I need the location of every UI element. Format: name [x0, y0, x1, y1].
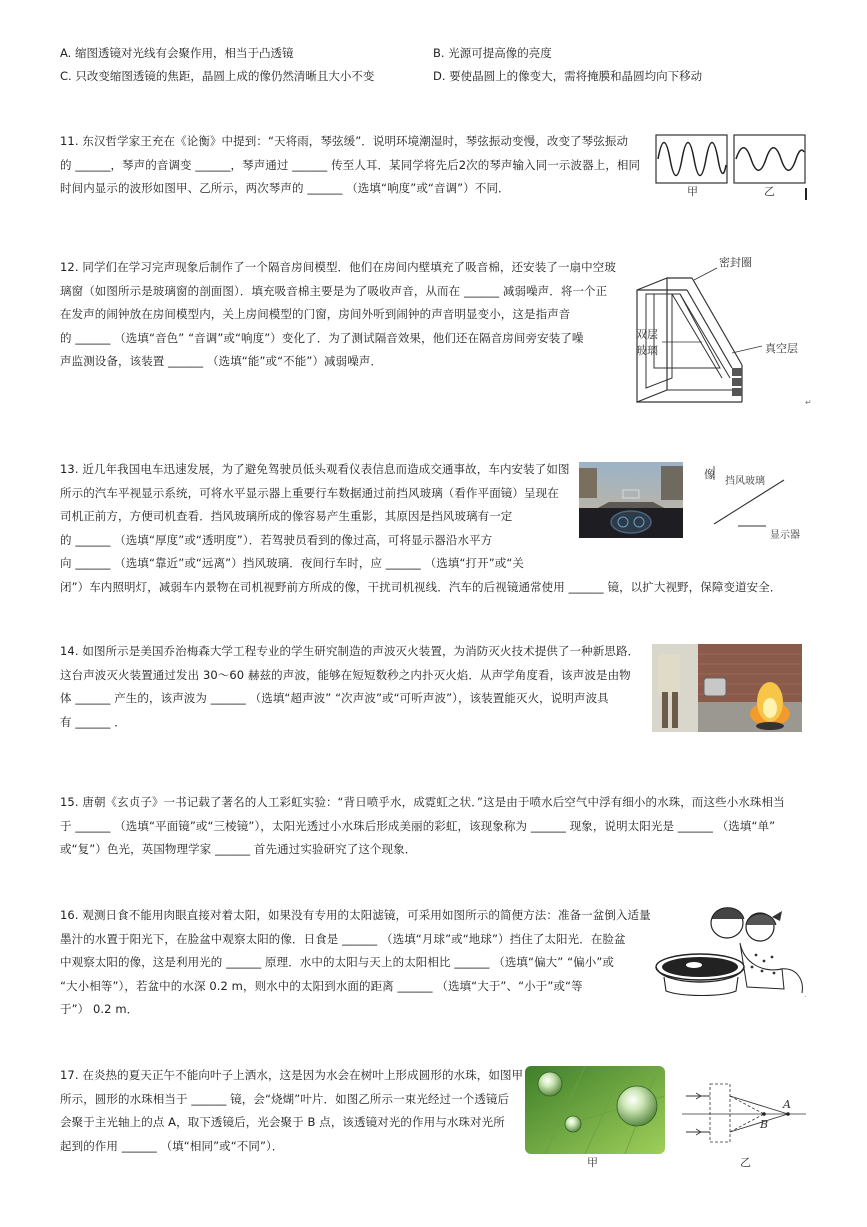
label-glass: 玻璃 — [636, 344, 658, 357]
q16-line: 墨汁的水置于阳光下，在脸盆中观察太阳的像．日食是 ______ （选填“月球”或“地球”）挡住了太阳光．在脸盆 — [60, 931, 626, 946]
q14-line: 有 ______ ． — [60, 714, 126, 729]
option-a: A. 缩图透镜对光线有会聚作用，相当于凸透镜 — [60, 46, 294, 60]
q17-line: 会聚于主光轴上的点 A，取下透镜后，光会聚于 B 点，该透镜对光的作用与水珠对光所 — [60, 1115, 505, 1129]
question-17 — [60, 1064, 530, 1158]
svg-text:↵: ↵ — [805, 398, 812, 407]
seal-block — [732, 388, 742, 396]
question-12 — [60, 256, 635, 374]
question-15 — [60, 791, 860, 862]
q11-line: 时间内显示的波形如图甲、乙所示，两次琴声的 ______ （选填“响度”或“音调”）不同． — [60, 181, 510, 195]
seal-block — [732, 378, 742, 386]
q17-line: 起到的作用 ______ （填“相同”或“不同”）． — [60, 1138, 284, 1153]
q11-waveform-figure — [654, 132, 810, 204]
q11-label-jia: 甲 — [687, 185, 698, 198]
q17-label-yi: 乙 — [740, 1156, 751, 1169]
q12-line: 的 ______ （选填“音色” “音调”或“响度”）变化了．为了测试隔音效果，他们还在隔音房间旁安装了噪 — [60, 330, 584, 345]
q12-line: 璃窗（如图所示是玻璃窗的剖面图）．填充吸音棉主要是为了吸收声音，从而在 ______ 减弱噪声．将一个正 — [60, 283, 608, 298]
label-windshield: 挡风玻璃 — [725, 476, 765, 487]
label-double-layer: 双层 — [636, 328, 658, 341]
q16-line: 中观察太阳的像，这是利用光的 ______ 原理．水中的太阳与天上的太阳相比 ______ （选填“偏大” “偏小”或 — [60, 955, 615, 969]
q12-line: 声监测设备，该装置 ______ （选填“能”或“不能”）减弱噪声． — [60, 354, 383, 368]
point-b-dot — [762, 1112, 766, 1116]
q13-line: 所示的汽车平视显示系统，可将水平显示器上重要行车数据通过前挡风玻璃（看作平面镜）呈现在 — [60, 485, 559, 500]
seal-block — [732, 368, 742, 376]
waveform-yi — [736, 148, 804, 171]
q16-line: 于”） 0.2 m． — [60, 1002, 139, 1016]
q17-line: 17. 在炎热的夏天正午不能向叶子上洒水，这是因为水会在树叶上形成圆形的水珠，如图甲 — [60, 1068, 524, 1082]
waveform-jia — [658, 143, 726, 176]
q12-window-section-figure — [632, 250, 812, 408]
q17-water-drops-photo — [525, 1066, 665, 1170]
q16-line: 16. 观测日食不能用肉眼直接对着太阳，如果没有专用的太阳滤镜，可采用如图所示的简便方法：准备一盆倒入适量 — [60, 908, 651, 922]
q13-line: 向 ______ （选填“靠近”或“远离”）挡风玻璃．夜间行车时，应 ______ （选填“打开”或“关 — [60, 556, 525, 570]
q14-line: 14. 如图所示是美国乔治梅森大学工程专业的学生研究制造的声波灭火装置，为消防灭火技术提供了一种新思路． — [60, 644, 640, 658]
waveform-frame-jia — [656, 135, 727, 183]
q11-label-yi: 乙 — [764, 185, 775, 198]
option-d: D. 要使晶圆上的像变大，需将掩膜和晶圆均向下移动 — [433, 69, 703, 83]
point-a-dot — [786, 1112, 790, 1116]
label-vacuum-layer: 真空层 — [765, 342, 798, 355]
q11-line: 11. 东汉哲学家王充在《论衡》中提到：“天将雨，琴弦缓”．说明环境潮湿时，琴弦振动变慢，改变了琴弦振动 — [60, 134, 629, 148]
point-b-label: B — [760, 1118, 769, 1131]
question-16 — [60, 904, 650, 1022]
question-11 — [60, 130, 650, 201]
option-c: C. 只改变缩图透镜的焦距，晶圆上成的像仍然清晰且大小不变 — [60, 69, 375, 83]
label-seal-ring: 密封圈 — [719, 256, 752, 269]
q16-children-basin-drawing — [652, 903, 812, 1001]
lens-box — [710, 1084, 730, 1142]
q17-line: 所示，圆形的水珠相当于 ______ 镜，会“烧煳”叶片．如图乙所示一束光经过一个透镜后 — [60, 1091, 510, 1106]
q13-line: 13. 近几年我国电车迅速发展，为了避免驾驶员低头观看仪表信息而造成交通事故，车内安装了如图 — [60, 462, 570, 476]
q14-line: 体 ______ 产生的，该声波为 ______ （选填“超声波” “次声波”或“可听声波”），该装置能灭火，说明声波具 — [60, 691, 609, 705]
q13-line: 闭”）车内照明灯，减弱车内景物在司机视野前方所成的像，干扰司机视线．汽车的后视镜通常使用 ______ 镜，以扩大视野，保障变道安全． — [60, 579, 782, 594]
q15-line: 于 ______ （选填“平面镜”或“三棱镜”），太阳光透过小水珠后形成美丽的彩虹，该现象称为 ______ 现象，说明太阳光是 ______ （选填“单” — [60, 818, 776, 833]
q15-line: 15. 唐朝《玄贞子》一书记载了著名的人工彩虹实验：“背日喷乎水，成霓虹之状．”这是由于喷水后空气中浮有细小的水珠，而这些小水珠相当 — [60, 795, 785, 809]
option-b: B. 光源可提高像的亮度 — [433, 46, 552, 60]
q17-lens-ray-diagram — [678, 1074, 812, 1170]
q13-line: 司机正前方，方便司机查看．挡风玻璃所成的像容易产生重影，其原因是挡风玻璃有一定 — [60, 509, 513, 523]
q12-line: 在发声的闹钟放在房间模型内，关上房间模型的门窗，房间外听到闹钟的声音明显变小，这是指声音 — [60, 307, 571, 321]
label-image: 像 — [704, 468, 715, 481]
question-14 — [60, 640, 645, 734]
q14-sound-fire-extinguisher-photo — [652, 644, 802, 732]
q16-line: “大小相等”），若盆中的水深 0.2 m，则水中的太阳到水面的距离 ______ （选填“大于”、“小于”或“等 — [60, 978, 583, 993]
q15-line: 或“复”）色光，英国物理学家 ______ 首先通过实验研究了这个现象． — [60, 842, 417, 856]
q12-line: 12. 同学们在学习完声现象后制作了一个隔音房间模型．他们在房间内壁填充了吸音棉，还安装了一扇中空玻 — [60, 260, 616, 274]
point-a-label: A — [783, 1098, 791, 1111]
q14-line: 这台声波灭火装置通过发出 30～60 赫兹的声波，能够在短短数秒之内扑灭火焰．从声学角度看，该声波是由物 — [60, 667, 631, 682]
q11-line: 的 ______，琴声的音调变 ______，琴声通过 ______ 传至人耳．某同学将先后2次的琴声输入同一示波器上，相同 — [60, 157, 641, 172]
q13-car-hud-photo — [579, 462, 683, 538]
svg-text:·: · — [804, 993, 807, 1001]
waveform-frame-yi — [734, 135, 805, 183]
q17-label-jia: 甲 — [587, 1156, 598, 1169]
q13-line: 的 ______ （选填“厚度”或“透明度”）．若驾驶员看到的像过高，可将显示器沿水平方 — [60, 532, 493, 547]
q13-windshield-diagram — [700, 462, 810, 542]
label-display: 显示器 — [770, 530, 800, 541]
